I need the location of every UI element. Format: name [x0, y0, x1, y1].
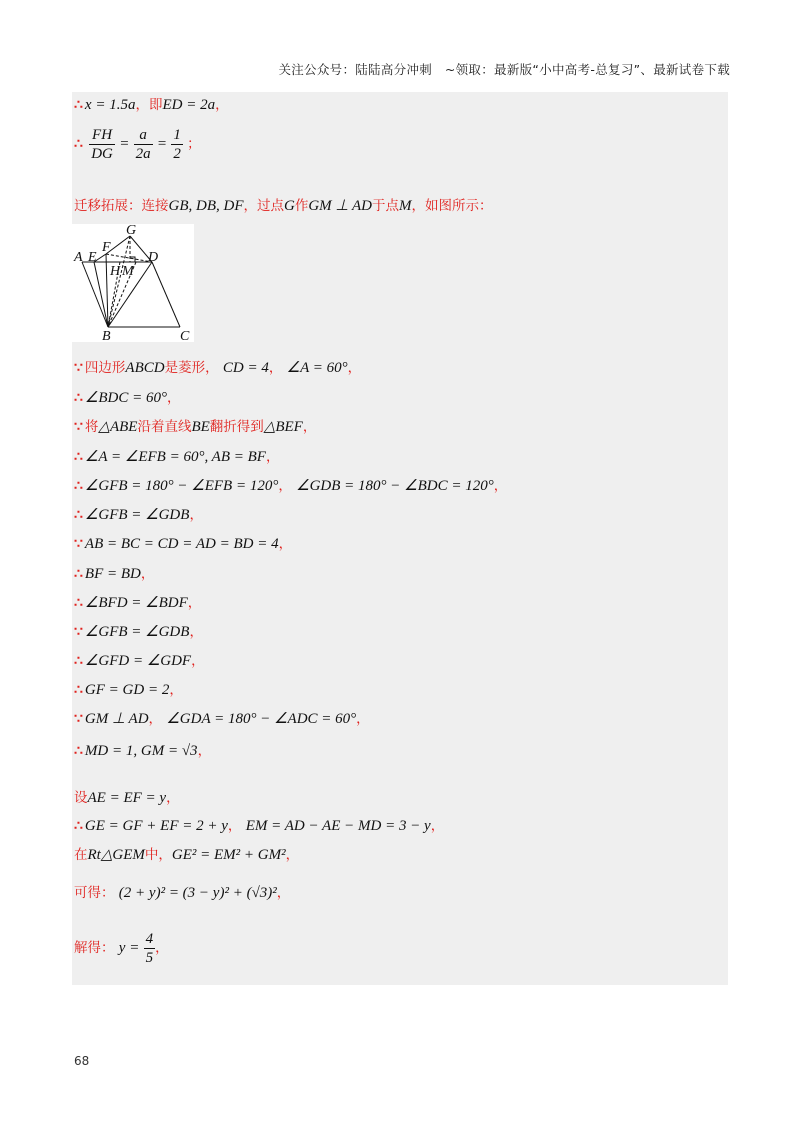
math-expression: ∠BDC = 60° — [84, 390, 167, 406]
solution-line — [74, 885, 290, 901]
because-symbol: ∵ — [74, 711, 83, 727]
text: ， — [187, 595, 202, 611]
label-m: M — [122, 264, 134, 279]
solution-line — [74, 682, 183, 698]
text: 沿着直线 — [137, 419, 192, 435]
text: 于点 — [371, 198, 399, 214]
text: ， — [285, 847, 300, 863]
label-f: F — [102, 240, 111, 255]
text: 解得： — [74, 940, 115, 956]
math-expression: GM ⊥ AD — [84, 711, 149, 727]
numerator: FH — [89, 126, 115, 145]
text: ， — [227, 818, 242, 834]
text: 是菱形， — [164, 360, 219, 376]
because-symbol: ∵ — [74, 624, 83, 640]
page-number: 68 — [74, 1054, 90, 1068]
solution-line — [74, 743, 211, 759]
text: ， — [265, 449, 280, 465]
label-b: B — [102, 329, 111, 342]
text: ， — [189, 507, 203, 523]
text: ， — [189, 624, 203, 640]
segment-be — [94, 262, 108, 327]
because-symbol: ∵ — [74, 360, 83, 376]
text: ， — [140, 566, 155, 582]
text: ，如图所示： — [411, 198, 493, 214]
math-expression: EM = AD − AE − MD = 3 − y — [245, 818, 431, 834]
geometry-figure — [72, 224, 194, 342]
math-expression: ∠GFB = 180° − ∠EFB = 120° — [84, 478, 279, 494]
text: ， — [148, 711, 163, 727]
math-expression: ∠GFB = ∠GDB — [84, 507, 190, 523]
segment-dc — [152, 262, 180, 327]
fraction — [144, 930, 156, 967]
text: ， — [167, 390, 181, 406]
text: ， — [155, 940, 169, 956]
solution-line — [74, 624, 203, 640]
math-expression: GE = GF + EF = 2 + y — [84, 818, 228, 834]
text: 可得： — [74, 885, 115, 901]
math-expression: CD = 4 — [222, 360, 269, 376]
math-expression: GE² = EM² + GM² — [171, 847, 286, 863]
text: 在 — [74, 847, 88, 863]
therefore-symbol: ∴ — [74, 136, 83, 152]
math-expression: ∠GFD = ∠GDF — [84, 653, 192, 669]
math-expression: BF = BD — [84, 566, 141, 582]
therefore-symbol: ∴ — [74, 507, 83, 523]
math-expression: GM ⊥ AD — [308, 198, 372, 214]
numerator: 1 — [173, 126, 181, 143]
text: 将 — [84, 419, 99, 435]
math-expression: x = 1.5a — [84, 97, 136, 113]
text: ， — [356, 711, 370, 727]
math-expression: Rt△GEM — [87, 847, 145, 863]
math-expression: ∠A = ∠EFB = 60°, AB = BF — [84, 449, 266, 465]
text: ； — [187, 136, 201, 152]
math-expression: △BEF — [263, 419, 303, 435]
text: ， — [493, 478, 508, 494]
solution-line — [74, 449, 279, 465]
because-symbol: ∵ — [74, 419, 83, 435]
right-angle-mark — [130, 257, 135, 262]
solution-line — [74, 507, 203, 523]
solution-line — [74, 390, 181, 406]
solution-line — [74, 536, 292, 552]
numerator: a — [134, 126, 153, 145]
math-expression: ∠A = 60° — [286, 360, 348, 376]
math-expression: AB = BC = CD = AD = BD = 4 — [84, 536, 279, 552]
equals-sign: = — [119, 136, 130, 152]
text: ， — [278, 478, 292, 494]
fraction — [134, 126, 153, 163]
text: ， — [347, 360, 362, 376]
solution-line — [74, 653, 205, 669]
therefore-symbol: ∴ — [74, 478, 83, 494]
text: ， — [197, 743, 212, 759]
math-expression: GB, DB, DF — [168, 198, 244, 214]
text: ，过点 — [243, 198, 284, 214]
segment-bf — [106, 254, 108, 327]
text: ， — [169, 682, 183, 698]
solution-line — [74, 124, 201, 166]
solution-line — [74, 711, 370, 727]
solution-line — [74, 478, 507, 494]
solution-line — [74, 818, 444, 834]
solution-line — [74, 595, 201, 611]
solution-line — [74, 419, 316, 435]
math-expression: G — [284, 198, 295, 214]
text: 设 — [74, 790, 88, 806]
therefore-symbol: ∴ — [74, 682, 83, 698]
page-header: 关注公众号：陆陆高分冲刺 ~领取：最新版“小中高考-总复习”、最新试卷下载 — [278, 62, 730, 77]
denominator: 2a — [135, 145, 151, 162]
solution-line — [74, 97, 229, 113]
segment-ab — [82, 262, 108, 327]
text: ， — [302, 419, 317, 435]
therefore-symbol: ∴ — [74, 653, 83, 669]
text: 作 — [294, 198, 309, 214]
text: ， — [191, 653, 205, 669]
fraction — [171, 126, 183, 163]
text: ， — [278, 536, 293, 552]
text: 翻折得到 — [209, 419, 264, 435]
math-expression: ABCD — [125, 360, 165, 376]
math-expression: ∠GDA = 180° − ∠ADC = 60° — [166, 711, 357, 727]
label-c: C — [180, 329, 190, 342]
because-symbol: ∵ — [74, 536, 83, 552]
math-expression: △ABE — [98, 419, 138, 435]
therefore-symbol: ∴ — [74, 390, 83, 406]
math-expression: ∠GDB = 180° − ∠BDC = 120° — [296, 478, 494, 494]
math-expression: ED = 2a — [162, 97, 216, 113]
text: ， — [215, 97, 229, 113]
math-expression: ∠GFB = ∠GDB — [84, 624, 190, 640]
math-expression: M — [398, 198, 412, 214]
therefore-symbol: ∴ — [74, 449, 83, 465]
denominator: 2 — [173, 145, 181, 162]
therefore-symbol: ∴ — [74, 566, 83, 582]
math-expression: ∠BFD = ∠BDF — [84, 595, 188, 611]
rhombus-fold-diagram — [72, 224, 194, 342]
math-expression: MD = 1, GM = √3 — [84, 743, 198, 759]
label-e: E — [88, 250, 97, 265]
denominator: DG — [91, 145, 113, 162]
solution-line — [74, 928, 169, 970]
label-g: G — [126, 224, 137, 238]
text: ， — [276, 885, 291, 901]
math-expression: BE — [191, 419, 210, 435]
text: 中， — [144, 847, 172, 863]
math-expression: AE = EF = y — [87, 790, 167, 806]
label-a: A — [74, 250, 83, 265]
label-d: D — [148, 250, 159, 265]
text: ， — [430, 818, 445, 834]
math-expression: y = — [118, 940, 140, 956]
text: 迁移拓展：连接 — [74, 198, 169, 214]
therefore-symbol: ∴ — [74, 743, 83, 759]
numerator: 4 — [145, 930, 154, 947]
segment-df — [106, 254, 152, 262]
therefore-symbol: ∴ — [74, 595, 83, 611]
solution-line — [74, 847, 299, 863]
text: ， — [268, 360, 283, 376]
therefore-symbol: ∴ — [74, 818, 83, 834]
solution-line — [74, 198, 492, 214]
solution-line — [74, 360, 361, 376]
fraction — [89, 126, 115, 163]
text: ，即 — [135, 97, 163, 113]
solution-line — [74, 790, 180, 806]
therefore-symbol: ∴ — [74, 97, 83, 113]
denominator: 5 — [145, 949, 154, 966]
math-expression: GF = GD = 2 — [84, 682, 170, 698]
math-expression: (2 + y)² = (3 − y)² + (√3)² — [118, 885, 277, 901]
solution-line — [74, 566, 154, 582]
equals-sign: = — [156, 136, 168, 152]
text: 四边形 — [84, 360, 126, 376]
text: ， — [166, 790, 180, 806]
label-h: H — [110, 264, 121, 279]
